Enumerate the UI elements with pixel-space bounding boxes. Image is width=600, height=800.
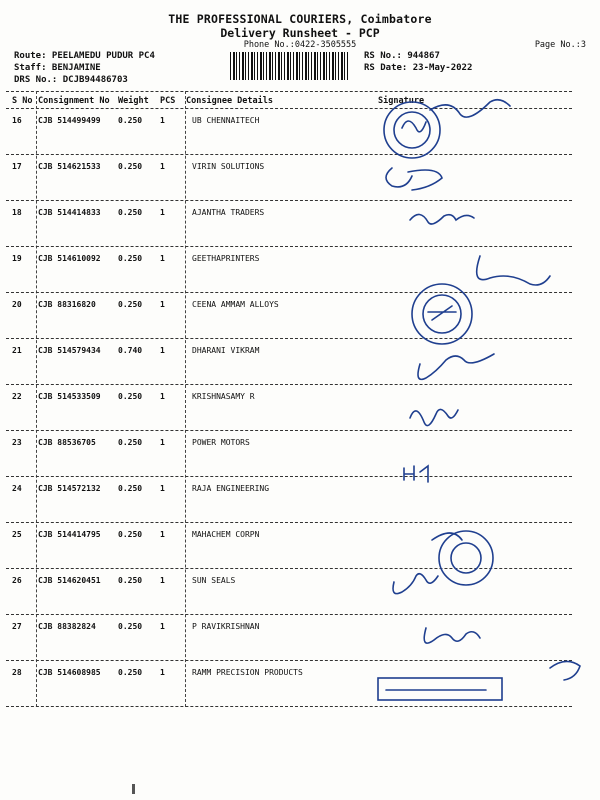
row-pcs: 1 xyxy=(160,484,165,493)
row-consignment: CJB 514608985 xyxy=(38,668,101,677)
row-sno: 22 xyxy=(12,392,22,401)
signature-icon xyxy=(410,409,458,425)
barcode xyxy=(230,52,350,80)
row-consignee: RAJA ENGINEERING xyxy=(192,484,270,493)
col-sno: S No xyxy=(12,96,33,106)
row-consignment: CJB 514414795 xyxy=(38,530,101,539)
row-weight: 0.250 xyxy=(118,438,143,447)
row-consignee: DHARANI VIKRAM xyxy=(192,346,260,355)
row-consignment: CJB 514621533 xyxy=(38,162,101,171)
row-sno: 19 xyxy=(12,254,22,263)
row-sno: 21 xyxy=(12,346,22,355)
company-stamp-icon xyxy=(412,284,472,344)
row-weight: 0.250 xyxy=(118,530,143,539)
signature-icon xyxy=(393,574,438,594)
signature-icon xyxy=(430,100,510,117)
row-sno: 20 xyxy=(12,300,22,309)
row-sno: 17 xyxy=(12,162,22,171)
row-pcs: 1 xyxy=(160,622,165,631)
scan-mark xyxy=(132,784,135,794)
row-consignment: CJB 514579434 xyxy=(38,346,101,355)
row-consignee: RAMM PRECISION PRODUCTS xyxy=(192,668,303,677)
col-weight: Weight xyxy=(118,96,149,106)
row-weight: 0.250 xyxy=(118,300,143,309)
signature-icon xyxy=(477,256,550,285)
row-pcs: 1 xyxy=(160,668,165,677)
signature-icon xyxy=(424,628,480,643)
rs-date: RS Date: 23-May-2022 xyxy=(364,63,473,73)
row-pcs: 1 xyxy=(160,162,165,171)
drs-number: DRS No.: DCJB94486703 xyxy=(14,75,128,85)
row-consignee: P RAVIKRISHNAN xyxy=(192,622,260,631)
runsheet-info xyxy=(364,50,472,74)
row-pcs: 1 xyxy=(160,208,165,217)
staff-label: Staff: BENJAMINE xyxy=(14,63,101,73)
row-sno: 26 xyxy=(12,576,22,585)
signature-icon xyxy=(404,466,428,482)
row-sno: 28 xyxy=(12,668,22,677)
row-pcs: 1 xyxy=(160,438,165,447)
rs-number: RS No.: 944867 xyxy=(364,51,440,61)
page-number: Page No.:3 xyxy=(534,40,586,50)
route-info xyxy=(14,50,155,86)
row-weight: 0.250 xyxy=(118,254,143,263)
row-pcs: 1 xyxy=(160,116,165,125)
col-consignee: Consignee Details xyxy=(186,96,273,106)
col-consignment: Consignment No xyxy=(38,96,110,106)
row-sno: 27 xyxy=(12,622,22,631)
row-consignment: CJB 88316820 xyxy=(38,300,96,309)
row-weight: 0.740 xyxy=(118,346,143,355)
row-consignment: CJB 514610092 xyxy=(38,254,101,263)
row-sno: 25 xyxy=(12,530,22,539)
row-consignee: AJANTHA TRADERS xyxy=(192,208,265,217)
row-sno: 18 xyxy=(12,208,22,217)
row-pcs: 1 xyxy=(160,392,165,401)
row-consignee: SUN SEALS xyxy=(192,576,236,585)
row-pcs: 1 xyxy=(160,346,165,355)
signature-icon xyxy=(418,354,494,379)
row-weight: 0.250 xyxy=(118,484,143,493)
row-consignee: POWER MOTORS xyxy=(192,438,250,447)
row-consignment: CJB 88536705 xyxy=(38,438,96,447)
row-consignee: CEENA AMMAM ALLOYS xyxy=(192,300,279,309)
signature-icon xyxy=(386,168,442,190)
phone-number: Phone No.:0422-3505555 xyxy=(243,40,357,50)
row-sno: 24 xyxy=(12,484,22,493)
col-signature: Signature xyxy=(378,96,425,106)
row-consignment: CJB 514533509 xyxy=(38,392,101,401)
row-weight: 0.250 xyxy=(118,576,143,585)
row-consignment: CJB 514414833 xyxy=(38,208,101,217)
row-consignee: KRISHNASAMY R xyxy=(192,392,255,401)
company-stamp-icon xyxy=(378,678,502,700)
row-consignment: CJB 514620451 xyxy=(38,576,101,585)
signature-column xyxy=(370,88,600,728)
row-consignee: GEETHAPRINTERS xyxy=(192,254,260,263)
row-sno: 16 xyxy=(12,116,22,125)
row-pcs: 1 xyxy=(160,254,165,263)
company-name: THE PROFESSIONAL COURIERS, Coimbatore xyxy=(168,12,432,26)
document-title: Delivery Runsheet - PCP xyxy=(220,26,380,40)
row-pcs: 1 xyxy=(160,576,165,585)
row-weight: 0.250 xyxy=(118,668,143,677)
row-consignment: CJB 514572132 xyxy=(38,484,101,493)
company-stamp-icon xyxy=(384,102,440,158)
row-weight: 0.250 xyxy=(118,622,143,631)
row-consignment: CJB 88382824 xyxy=(38,622,96,631)
row-consignee: UB CHENNAITECH xyxy=(192,116,260,125)
row-weight: 0.250 xyxy=(118,162,143,171)
row-pcs: 1 xyxy=(160,530,165,539)
route-label: Route: PEELAMEDU PUDUR PC4 xyxy=(14,51,155,61)
row-weight: 0.250 xyxy=(118,392,143,401)
signature-icon xyxy=(550,661,580,680)
row-weight: 0.250 xyxy=(118,116,143,125)
row-pcs: 1 xyxy=(160,300,165,309)
row-consignment: CJB 514499499 xyxy=(38,116,101,125)
row-sno: 23 xyxy=(12,438,22,447)
row-weight: 0.250 xyxy=(118,208,143,217)
col-pcs: PCS xyxy=(160,96,176,106)
row-consignee: MAHACHEM CORPN xyxy=(192,530,260,539)
company-stamp-icon xyxy=(439,531,493,585)
signature-icon xyxy=(410,214,474,224)
row-consignee: VIRIN SOLUTIONS xyxy=(192,162,265,171)
